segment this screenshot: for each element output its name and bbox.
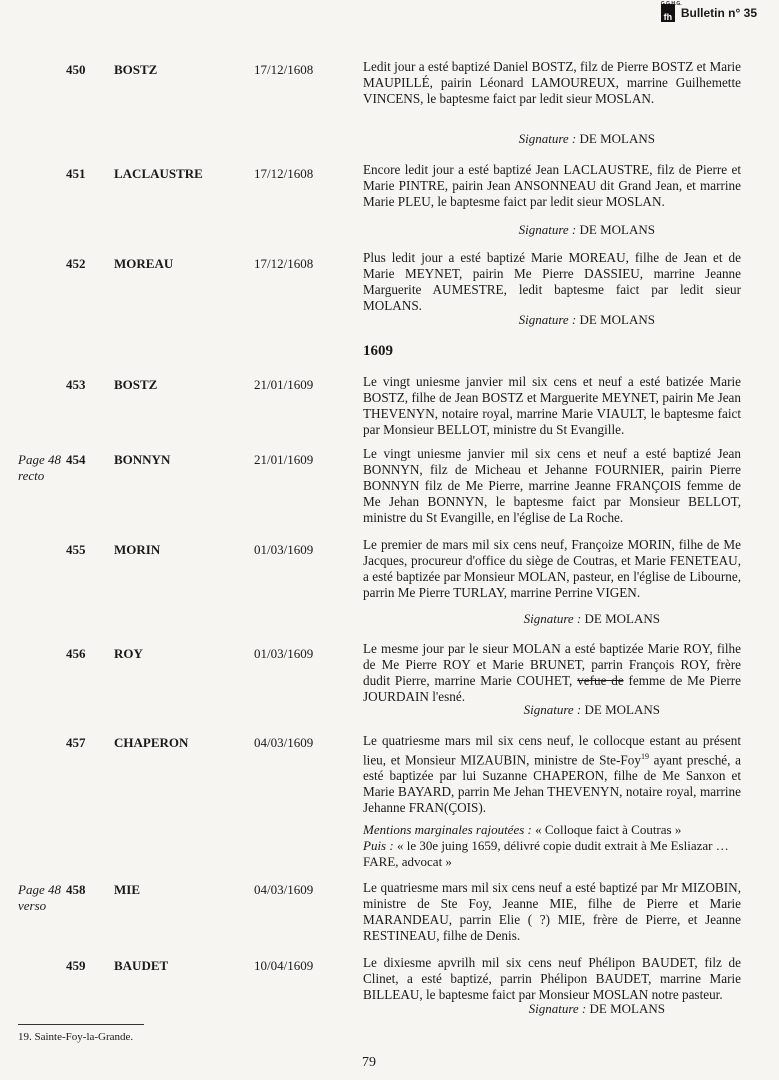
entry-date: 17/12/1608 — [254, 62, 314, 77]
footnote-rule — [18, 1024, 144, 1025]
entry-text: Encore ledit jour a esté baptizé Jean LACLAUSTRE, filz de Pierre et Marie PINTRE, pairin Jean ANSONNEAU dit Grand Jean, et marrine Marie PLEU, le baptesme faict par ledit sieur MOSLAN. — [363, 162, 741, 209]
page-note: Page 48 verso — [18, 882, 61, 913]
entry-name: BOSTZ — [114, 377, 158, 392]
entry-name: BAUDET — [114, 958, 169, 973]
page-header — [660, 1, 757, 22]
entry-name: CHAPERON — [114, 735, 189, 750]
entry-number: 458 — [66, 882, 86, 897]
entry-number: 457 — [66, 735, 86, 750]
entry-name: LACLAUSTRE — [114, 166, 203, 181]
entry-number: 453 — [66, 377, 86, 392]
entry-date: 21/01/1609 — [254, 452, 314, 467]
entry-text: Le mesme jour par le sieur MOLAN a esté baptizée Marie ROY, filhe de Me Pierre ROY et Marie BRUNET, parrin François ROY, frère dudit Pierre, marrine Marie COUHET, vefue de femme de Me Pierre JOURDAIN l'esné. — [363, 641, 741, 704]
entry-text: Plus ledit jour a esté baptizé Marie MOREAU, filhe de Jean et de Marie MEYNET, pairin Me Pierre DASSIEU, marrine Jeanne Marguerite AUMESTRE, ledit baptesme faict par ledit sieur MOLANS. — [363, 250, 741, 313]
entry-text: Le premier de mars mil six cens neuf, Françoize MORIN, filhe de Me Jacques, procureur d'office du siège de Coutras, et Marie FENETEAU, a esté baptizée par Monsieur MOLAN, pasteur, en l'église de Libourne, parrin Me Pierre TURLAY, marrine Perrine VIGEN. — [363, 537, 741, 600]
entry-number: 450 — [66, 62, 86, 77]
entry-number: 456 — [66, 646, 86, 661]
entry-name: BONNYN — [114, 452, 171, 467]
entry-number: 451 — [66, 166, 86, 181]
entry-name: ROY — [114, 646, 143, 661]
bulletin-number: Bulletin n° 35 — [680, 6, 757, 20]
entry-date: 17/12/1608 — [254, 166, 314, 181]
entry-date: 04/03/1609 — [254, 735, 314, 750]
entry-number: 459 — [66, 958, 86, 973]
entry-name: MORIN — [114, 542, 161, 557]
year-heading: 1609 — [363, 343, 393, 359]
entry-date: 01/03/1609 — [254, 542, 314, 557]
signature: Signature : DE MOLANS — [523, 702, 660, 717]
footnote-ref: 19 — [640, 752, 649, 761]
entry-number: 454 — [66, 452, 86, 467]
entry-number: 455 — [66, 542, 86, 557]
entry-text: Le quatriesme mars mil six cens neuf, le collocque estant au présent lieu, et Monsieur MIZAUBIN, ministre de Ste-Foy$^{19}$ ayant presché, a esté baptizée par lui Suzanne CHAPERON, filhe de Me Sanxon et Marie BAYARD, parrin Me Jehan THEVENYN, notaire royal, marrine Jehanne FRAN(ÇOIS). — [363, 733, 742, 816]
signature: Signature : DE MOLANS — [518, 312, 655, 327]
entry-date: 04/03/1609 — [254, 882, 314, 897]
entry-date: 17/12/1608 — [254, 256, 314, 271]
entry-date: 10/04/1609 — [254, 958, 314, 973]
entry-date: 21/01/1609 — [254, 377, 314, 392]
entry-text: Le vingt uniesme janvier mil six cens et neuf a esté batizée Marie BOSTZ, filhe de Jean BOSTZ et Marguerite MEYNET, pairin Me Jean THEVENYN, notaire royal, marrine Marie VIAULT, le baptesme faict par Monsieur BELLOT, ministre du St Evangille. — [363, 374, 741, 437]
entry-name: MOREAU — [114, 256, 174, 271]
entry-text: Le quatriesme mars mil six cens neuf a esté baptizé par Mr MIZOBIN, ministre de Ste Foy, Jeanne MIE, filhe de Pierre et Marie MARANDEAU, parrin Elie ( ?) MIE, frère de Pierre, et Jeanne RESTINEAU, filhe de Denis. — [363, 880, 741, 943]
entry-name: BOSTZ — [114, 62, 158, 77]
entry-text: Ledit jour a esté baptizé Daniel BOSTZ, filz de Pierre BOSTZ et Marie MAUPILLÉ, pairin Léonard LAMOUREUX, marrine Guilhemette VINCENS, le baptesme faict par ledit sieur MOSLAN. — [363, 59, 741, 106]
entry-text: Le vingt uniesme janvier mil six cens et neuf a esté baptizé Jean BONNYN, filz de Micheau et Jehanne FOURNIER, pairin Pierre BONNYN filz de Me Pierre, marrine Jeanne FRANÇOIS femme de Me Jehan BONNYN, le baptesme faict par Monsieur BELLOT, ministre du St Evangille, en l'église de La Roche. — [363, 446, 741, 525]
signature: Signature : DE MOLANS — [528, 1001, 665, 1016]
bulletin-logo-icon: fh — [661, 4, 675, 22]
struck-text: vefue de — [577, 673, 624, 688]
page-number: 79 — [362, 1055, 376, 1070]
signature: Signature : DE MOLANS — [523, 611, 660, 626]
page-note: Page 48 recto — [18, 452, 61, 483]
footnote: 19. Sainte-Foy-la-Grande. — [18, 1031, 134, 1043]
marginal-mentions: Mentions marginales rajoutées : « Colloque faict à Coutras » Puis : « le 30e juing 1659, délivré copie dudit extrait à Me Esliazar …FARE, advocat » — [363, 822, 729, 869]
logo-caption: G.G.H.G. — [660, 1, 682, 7]
signature: Signature : DE MOLANS — [518, 222, 655, 237]
entry-name: MIE — [114, 882, 140, 897]
entry-number: 452 — [66, 256, 86, 271]
entry-date: 01/03/1609 — [254, 646, 314, 661]
signature: Signature : DE MOLANS — [518, 131, 655, 146]
entry-text: Le dixiesme apvrilh mil six cens neuf Phélipon BAUDET, filz de Clinet, a esté baptizé, parrin Phélipon BAUDET, marrine Marie BILLEAU, le baptesme faict par Monsieur MOSLAN notre pasteur. — [363, 955, 741, 1002]
